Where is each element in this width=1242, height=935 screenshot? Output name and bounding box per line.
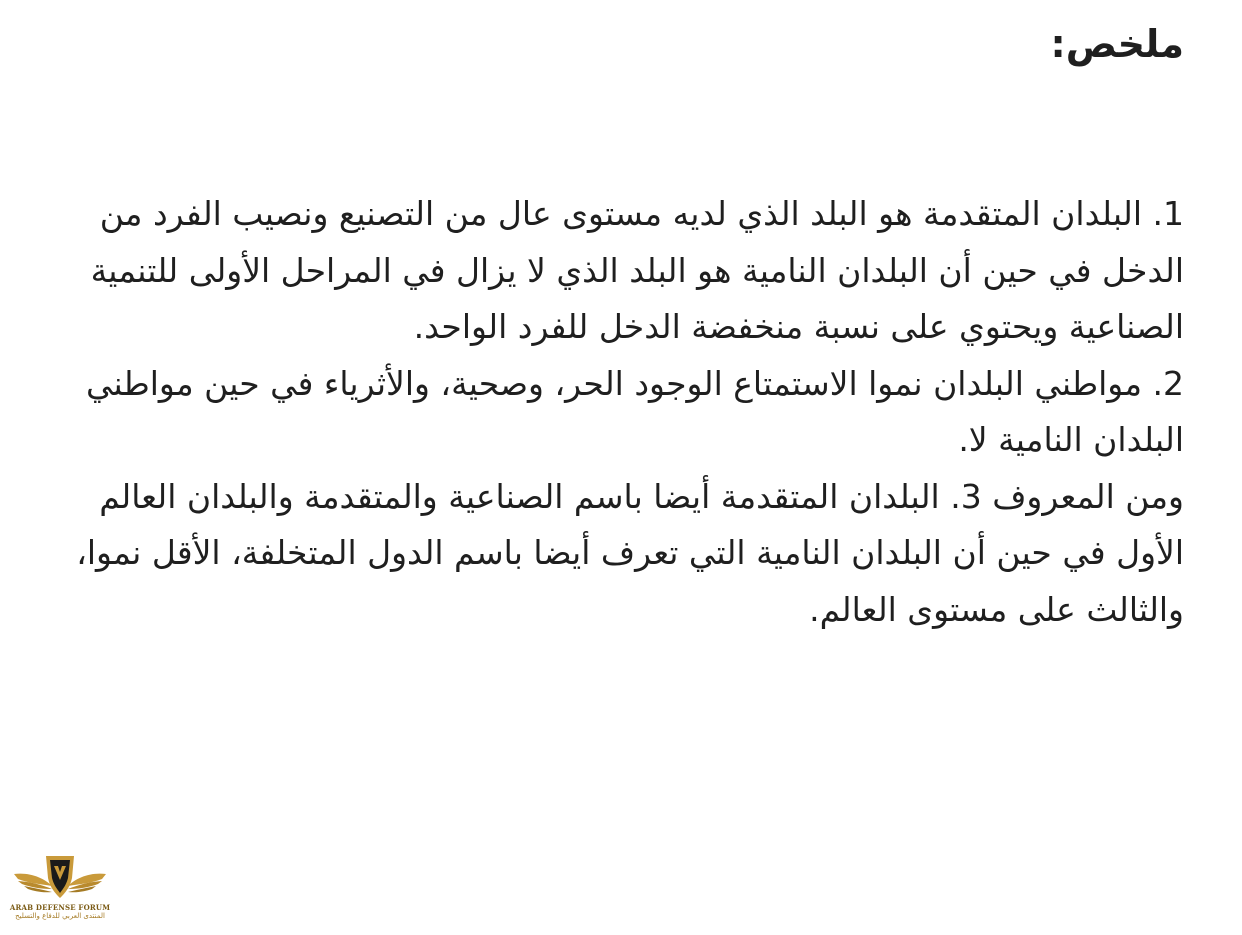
summary-heading: ملخص:: [1050, 22, 1184, 66]
watermark-subtitle: المنتدى العربي للدفاع والتسليح: [15, 912, 105, 920]
forum-watermark-logo: [8, 852, 112, 934]
paragraph-2: 2. مواطني البلدان نموا الاستمتاع الوجود الحر، وصحية، والأثرياء في حين مواطني البلدان النامية لا.: [86, 363, 1184, 459]
paragraph-1: 1. البلدان المتقدمة هو البلد الذي لديه مستوى عال من التصنيع ونصيب الفرد من الدخل في حين أن البلدان النامية هو البلد الذي لا يزال في المراحل الأولى للتنمية الصناعية ويحتوي على نسبة منخفضة الدخل للفرد الواحد.: [90, 194, 1184, 346]
summary-body: [54, 186, 1184, 638]
winged-shield-icon: [10, 852, 110, 904]
watermark-title: ARAB DEFENSE FORUM: [9, 903, 111, 912]
paragraph-3: ومن المعروف 3. البلدان المتقدمة أيضا باسم الصناعية والمتقدمة والبلدان العالم الأول في حين أن البلدان النامية التي تعرف أيضا باسم الدول المتخلفة، الأقل نموا، والثالث على مستوى العالم.: [76, 476, 1184, 629]
